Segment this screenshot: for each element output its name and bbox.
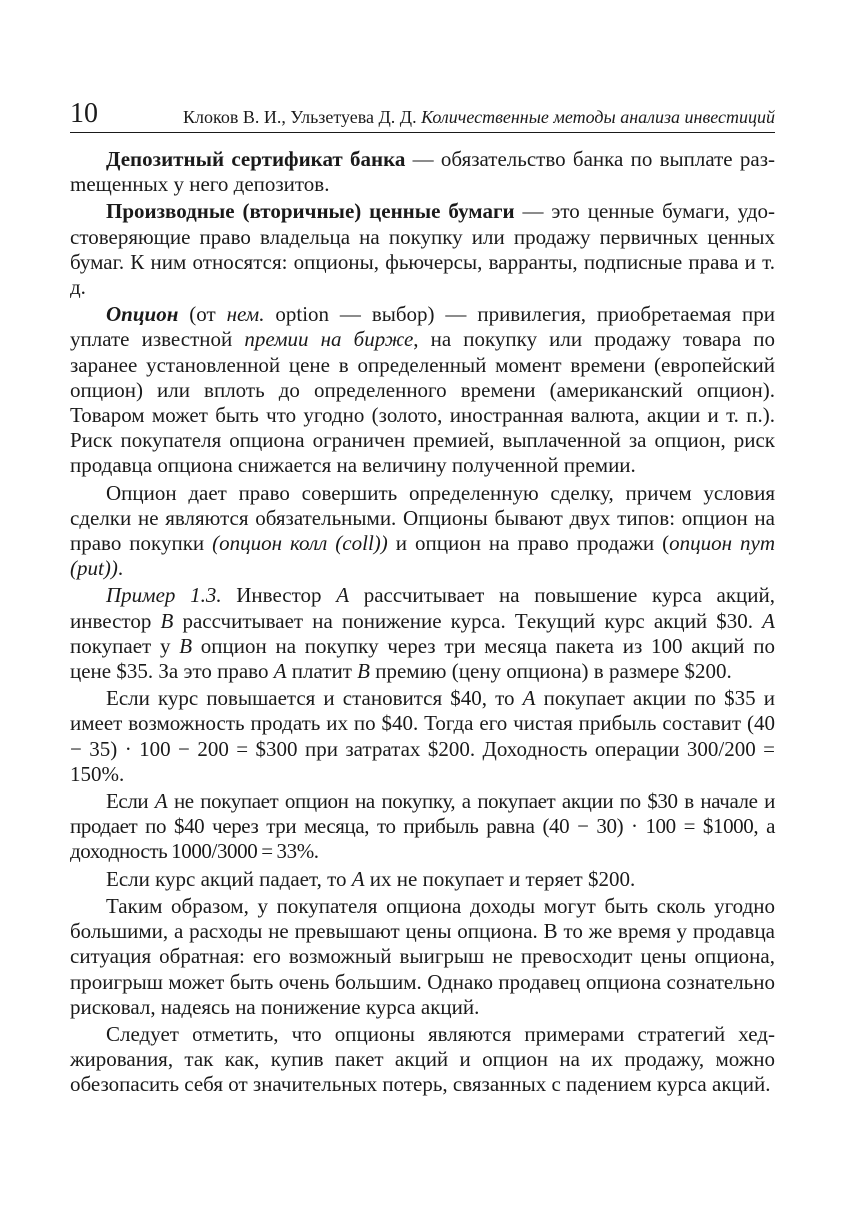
- book-page: [70, 96, 775, 1100]
- paragraph-text: — это ценные бумаги, удостоверяющие право владельца на покупку или продажу первичных ценных бумаг. К ним относятся: опционы, фьючерсы, варранты, подписные права и т. д.: [70, 199, 775, 300]
- paragraph-text: Инвестор: [221, 583, 337, 608]
- language-abbrev: нем.: [226, 302, 265, 327]
- term-option: Опцион: [106, 302, 179, 327]
- term-derivative-securities: Производные (вторичные) ценные бумаги: [106, 199, 515, 224]
- paragraph-deposit-certificate: [70, 147, 775, 197]
- term-exchange-premium: премии на бирже: [244, 327, 414, 352]
- paragraph-text: покупает у: [70, 633, 180, 658]
- paragraph-no-option: [70, 789, 775, 865]
- term-deposit-certificate: Депозитный сертификат банка: [106, 147, 406, 171]
- paragraph-text: покупает акции по $35 и имеет возможность продать их по $40. Тогда его чистая прибыль составит (40 − 35) · 100 − 200 = $300 при затратах $200. Доходность операции 300/200 = 150%.: [70, 686, 775, 786]
- paragraph-text: Опцион дает право совершить определенную сделку, причем условия сделки не являются обязательными. Опционы бывают двух типов: опцион на право покупки: [70, 480, 775, 556]
- paragraph-text: опцион на покупку через три месяца пакета из 100 акций по цене $35. За это право: [70, 633, 775, 684]
- page-body: [70, 147, 775, 1098]
- paragraph-text: Если курс акций падает, то: [106, 866, 352, 891]
- investor-a: А: [154, 789, 168, 814]
- investor-a: А: [522, 686, 536, 711]
- paragraph-conclusion: [70, 894, 775, 1020]
- page-header: [70, 96, 775, 133]
- paragraph-text: option — выбор) — привилегия, приобретаемая при уплате известной: [70, 302, 775, 352]
- paragraph-text: их не покупает и теряет $200.: [364, 866, 636, 891]
- paragraph-option-definition: [70, 302, 775, 478]
- paragraph-text: (от: [178, 302, 227, 327]
- paragraph-text: , на покупку или продажу товара по заранее установленной цене в определенный момент времени (европейский опцион) или вплоть до определенного времени (американский опцион). Товаром может быть что угодно (золото, иностранная валюта, акции и т. п.). Риск покупателя опциона ограничен премией, выплаченной за опцион, риск продавца опциона снижается на величину полученной премии.: [70, 327, 776, 478]
- term-call-option: (опцион колл (coll)): [212, 531, 388, 556]
- investor-b: В: [357, 659, 370, 684]
- investor-b: В: [179, 633, 193, 658]
- paragraph-price-rises: [70, 686, 775, 787]
- paragraph-text: Если курс повышается и становится $40, то: [106, 686, 523, 711]
- investor-a: А: [762, 608, 775, 633]
- running-head: [183, 106, 775, 128]
- paragraph-text: не покупает опцион на покупку, а покупает акции по $30 в начале и продает по $40 через три месяца, то прибыль равна (40 − 30) · 100 = $1000, а доходность 1000/3000 = 33%.: [70, 789, 776, 864]
- paragraph-text: рассчитывает на понижение курса. Текущий курс акций $30.: [173, 608, 763, 633]
- investor-a: А: [273, 659, 287, 684]
- paragraph-example-1-3: [70, 583, 775, 684]
- investor-a: А: [351, 866, 365, 891]
- example-label: Пример 1.3.: [106, 583, 222, 608]
- paragraph-text: Таким образом, у покупателя опциона доходы могут быть сколь угодно большими, а расходы не превышают цены опциона. В то же время у продавца ситуация обратная: его возможный выигрыш не превосходит цены опциона, проигрыш может быть очень большим. Однако продавец опциона сознательно рисковал, надеясь на понижение курса акций.: [70, 893, 775, 1019]
- paragraph-text: Если: [106, 789, 155, 814]
- paragraph-text: .: [117, 556, 124, 581]
- paragraph-derivative-securities: [70, 199, 775, 300]
- paragraph-text: премию (цену опциона) в размере $200.: [369, 659, 732, 684]
- paragraph-text: рассчитывает на повышение курса акций, инвестор: [70, 583, 775, 633]
- page-number: 10: [70, 98, 98, 129]
- investor-b: В: [160, 608, 174, 633]
- paragraph-hedging: [70, 1022, 775, 1098]
- paragraph-text: — обязательство банка по выплате разmещенных у него депозитов.: [70, 147, 776, 197]
- paragraph-option-types: [70, 481, 775, 582]
- paragraph-text: и опцион на право продажи (: [387, 531, 670, 556]
- header-book-title: Количественные методы анализа инвестиций: [421, 107, 775, 127]
- header-authors: Клоков В. И., Ульзетуева Д. Д.: [183, 107, 417, 127]
- paragraph-price-falls: [70, 867, 775, 892]
- paragraph-text: Следует отметить, что опционы являются примерами стратегий хеджирования, так как, купив пакет акций и опцион на их продажу, можно обезопасить себя от значительных потерь, связанных с падением курса акций.: [70, 1021, 775, 1097]
- term-put-option: опцион пут (put)): [70, 531, 776, 581]
- paragraph-text: платит: [286, 659, 358, 684]
- investor-a: А: [336, 583, 350, 608]
